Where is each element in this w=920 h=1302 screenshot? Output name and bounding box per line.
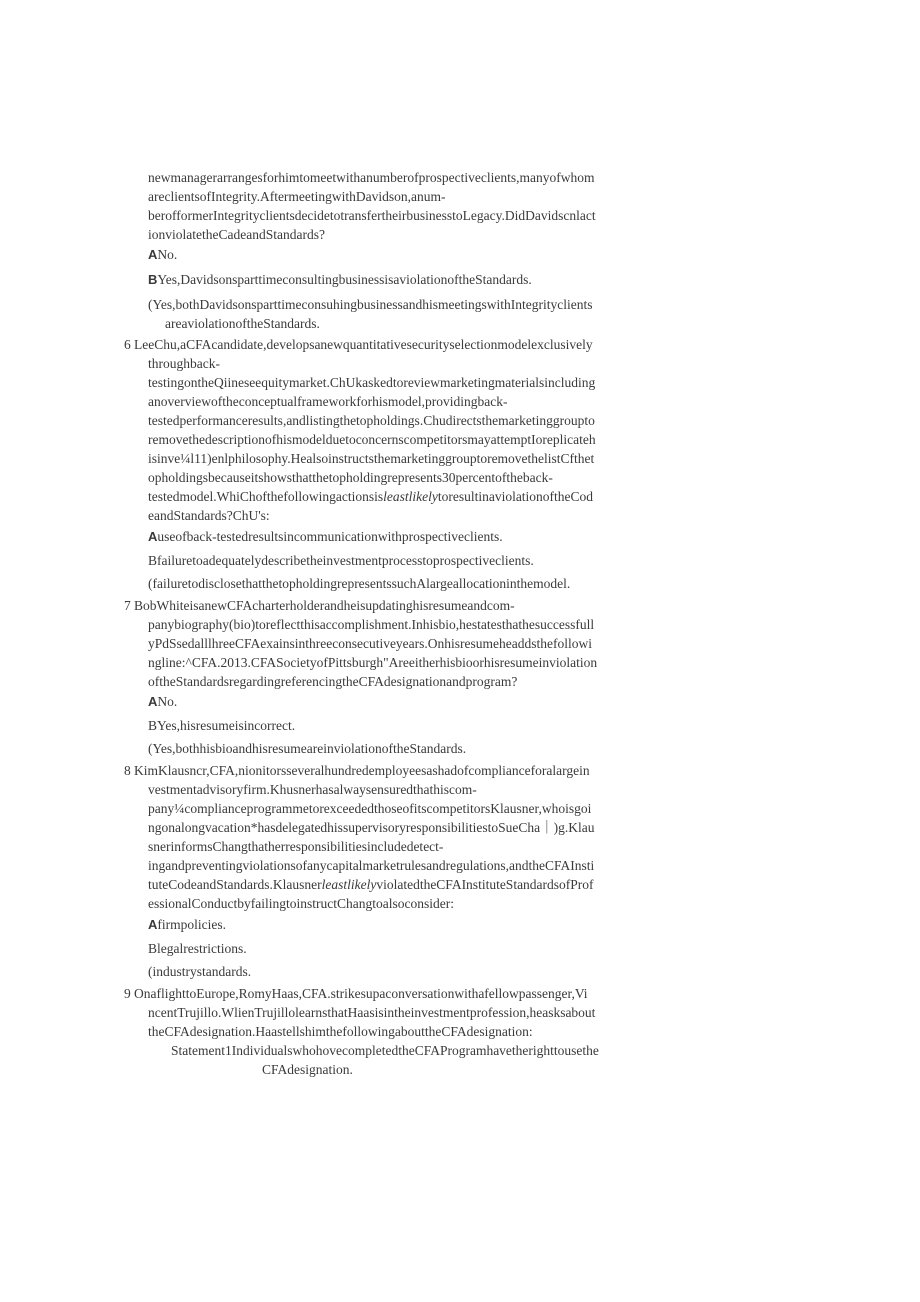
q7-option-c [148,739,466,758]
q8-stem-line: essionalConductbyfailingtoinstructChangtoalsoconsider: [148,896,454,911]
q7-stem-line: ngline:^CFA.2013.CFASocietyofPittsburgh"Areeitherhisbioorhisresumeinviolation [148,655,598,670]
q8-stem-line: ingandpreventingviolationsofanycapitalmarketrulesandregulations,andtheCFAInsti [148,858,595,873]
q9-stem [148,1003,595,1041]
option-text: No. [157,694,178,709]
q8-option-c [148,962,251,981]
text-run: toresultinaviolationoftheCod [437,489,594,504]
q7-stem-line: panybiography(bio)toreflectthisaccomplishment.Inhisbio,hestatesthathesuccessfull [148,617,595,632]
option-letter: A [148,694,158,709]
statement-text: Statement1IndividualswhohovecompletedtheCFAProgramhavetherighttousethe [171,1043,599,1058]
q7-stem-line: yPdSsedalllhreeCFAexainsinthreeconsecutiveyears.Onhisresumeheaddsthefollowi [148,636,593,651]
text-run: tuteCodeandStandards.Klausner [148,877,322,892]
q6-option-a [148,527,503,546]
option-letter: B [148,272,158,287]
q5-stem-line: newmanagerarrangesforhimtomeetwithanumberofprospectiveclients,manyofwhom [148,170,595,185]
q7-stem-line: oftheStandardsregardingreferencingtheCFAdesignationandprogram? [148,674,518,689]
q7-option-b [148,716,295,735]
q8-number: 8 [124,763,131,778]
q6-stem-line: anoverviewoftheconceptualframeworkforhismodel,providingback- [148,394,508,409]
option-letter: A [148,247,158,262]
option-text: (industrystandards. [148,964,252,979]
q6-stem-line: LeeChu,aCFAcandidate,developsanewquantitativesecurityselectionmodelexclusively [134,337,593,352]
q9-stem-line: theCFAdesignation.HaastellshimthefollowingabouttheCFAdesignation: [148,1024,533,1039]
q8-stem-line: KimKlausncr,CFA,nionitorsseveralhundredemployeesashadofcomplianceforalargein [134,763,590,778]
option-text: (Yes,bothhisbioandhisresumeareinviolationoftheStandards. [148,741,467,756]
q9-first-line [134,984,588,1003]
statement-text: CFAdesignation. [262,1062,353,1077]
q9-stem-line: ncentTrujillo.WlienTrujillolearnsthatHaasisintheinvestmentprofession,heasksabout [148,1005,596,1020]
option-letter: B [148,553,158,568]
q5-option-a [148,245,177,264]
option-letter: B [148,941,158,956]
q9-stem-line: OnaflighttoEurope,RomyHaas,CFA.strikesupaconversationwithafellowpassenger,Vi [134,986,588,1001]
option-text: Yes,hisresumeisincorrect. [157,718,296,733]
q6-stem-line [148,487,596,506]
q6-stem-line: eandStandards?ChU's: [148,508,270,523]
option-text: (failuretodisclosethatthetopholdingrepresentssuchAlargeallocationinthemodel. [148,576,571,591]
q6-stem-line: removethedescriptionofhismodelduetoconcernscompetitorsmayattemptIoreplicateh [148,432,596,447]
q6-number: 6 [124,337,131,352]
q8-stem-line: pany¼complianceprogrammetorexceededthoseofitscompetitorsKlausner,whoisgoi [148,801,592,816]
q7-option-a [148,692,177,711]
q7-first-line [134,596,515,615]
option-text: useofback-testedresultsincommunicationwithprospectiveclients. [157,529,503,544]
q8-option-b [148,939,247,958]
q6-stem-line: testingontheQiineseequitymarket.ChUkaskedtoreviewmarketingmaterialsincluding [148,375,596,390]
q7-stem [148,615,597,691]
q7-stem-line: BobWhiteisanewCFAcharterholderandheisupdatinghisresumeandcom- [134,598,515,613]
q8-option-a [148,915,226,934]
option-text: firmpolicies. [157,917,226,932]
q8-stem-line: snerinformsChangthatherresponsibilitiesincludedetect- [148,839,444,854]
q6-stem-line: throughback- [148,356,220,371]
q6-stem-line: testedperformanceresults,andlistingthetopholdings.Chudirectsthemarketinggroupto [148,413,595,428]
q6-stem-line: isinve¼l11)enlphilosophy.HealsoinstructsthemarketinggrouptoremovethelistCfthet [148,451,595,466]
q9-number: 9 [124,986,131,1001]
q6-option-b [148,551,534,570]
q6-stem [148,354,596,525]
q6-option-c [148,574,570,593]
q5-option-b [148,270,532,289]
q6-stem-line: opholdingsbecauseitshowsthatthetopholdingrepresents30percentoftheback- [148,470,553,485]
emphasis-text: leastlikely [383,489,438,504]
option-letter: A [148,529,158,544]
q5-stem-line: berofformerIntegrityclientsdecidetotransfertheirbusinesstoLegacy.DidDavidscnlact [148,208,596,223]
q5-stem-line: ionviolatetheCadeandStandards? [148,227,325,242]
q5-stem [148,168,596,244]
option-text: legalrestrictions. [157,941,247,956]
q8-stem [148,780,595,913]
text-run: violatedtheCFAInstituteStandardsofProf [376,877,594,892]
option-text: areaviolationoftheStandards. [165,316,320,331]
q8-stem-line: ngonalongvacation*hasdelegatedhissupervisoryresponsibilitiestoSueCha｜)g.Klau [148,820,595,835]
option-text: (Yes,bothDavidsonsparttimeconsuhingbusinessandhismeetingswithIntegrityclients [148,297,593,312]
text-run: testedmodel.WhiChofthefollowingactionsis [148,489,384,504]
q6-first-line [134,335,593,354]
option-text: Yes,DavidsonsparttimeconsultingbusinessisaviolationoftheStandards. [157,272,532,287]
q8-stem-line: vestmentadvisoryfirm.Khusnerhasalwaysensuredthathiscom- [148,782,477,797]
q9-statement-1 [171,1041,599,1079]
option-letter: B [148,718,158,733]
q8-first-line [134,761,590,780]
option-letter: A [148,917,158,932]
q8-stem-line [148,875,595,894]
q5-option-c [148,295,592,333]
option-text: No. [157,247,178,262]
emphasis-text: leastlikely [321,877,377,892]
q7-number: 7 [124,598,131,613]
q5-stem-line: areclientsofIntegrity.AftermeetingwithDavidson,anum- [148,189,446,204]
option-text: failuretoadequatelydescribetheinvestmentprocesstoprospectiveclients. [157,553,534,568]
